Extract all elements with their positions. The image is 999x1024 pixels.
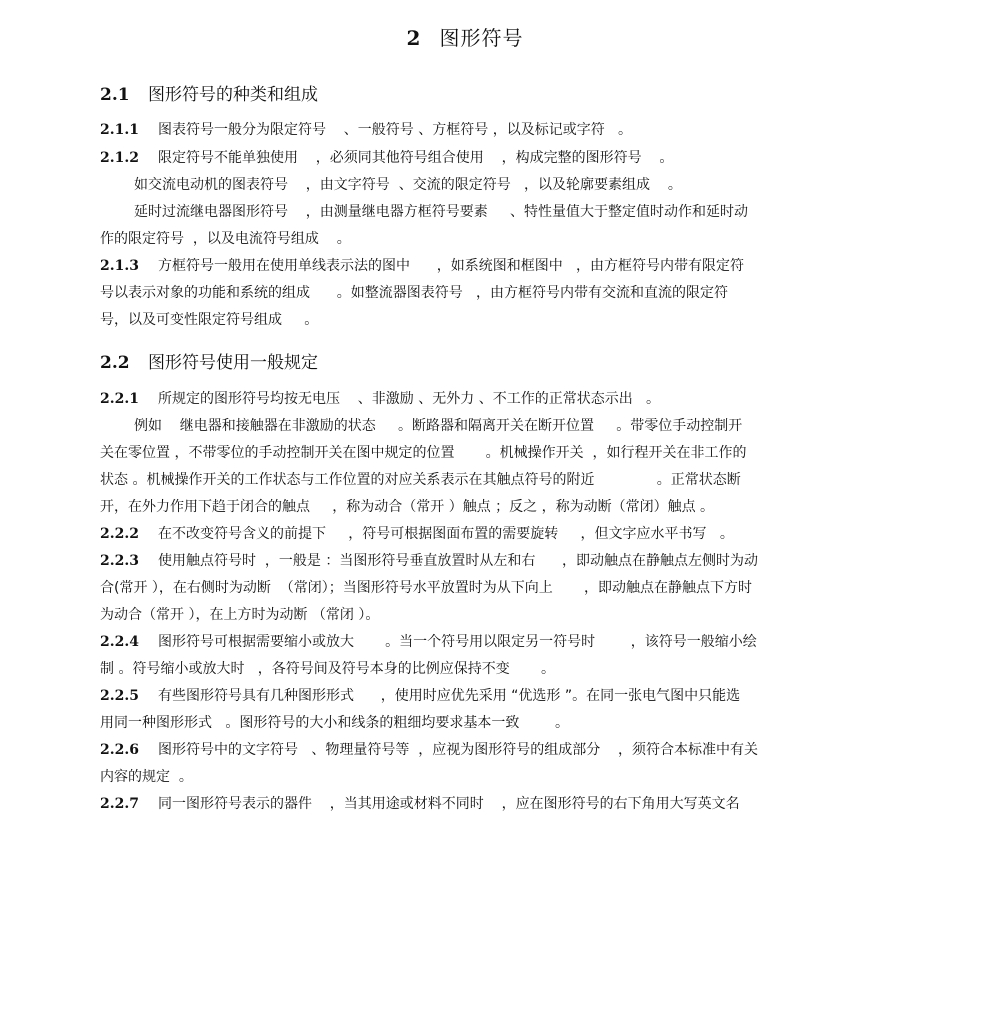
chapter-title: 图形符号 bbox=[439, 26, 524, 50]
text-line: 2.2.5 有些图形符号具有几种图形形式 ，使用时应优先采用 “优选形 ”。在同一张电气图中只能选 bbox=[100, 688, 741, 704]
text-line: 合(常开 ），在右侧时为动断 （常闭）；当图形符号水平放置时为从下向上 ，即动触点在静触点下方时 bbox=[100, 580, 752, 596]
chapter-number: 2 bbox=[406, 26, 422, 50]
text-line: 作的限定符号 ，以及电流符号组成 。 bbox=[100, 231, 351, 247]
text-line: 延时过流继电器图形符号 ，由测量继电器方框符号要素 、特性量值大于整定值时动作和延时动 bbox=[134, 204, 749, 220]
page-title bbox=[0, 22, 930, 51]
text-line: 内容的规定 。 bbox=[100, 769, 193, 785]
text-line: 如交流电动机的图表符号 ，由文字符号 、交流的限定符号 ，以及轮廓要素组成 。 bbox=[134, 177, 682, 193]
text-line: 2.2.3 使用触点符号时 ，一般是 ：当图形符号垂直放置时从左和右 ，即动触点在静触点左侧时为动 bbox=[100, 553, 759, 569]
text-line: 2.1.3 方框符号一般用在使用单线表示法的图中 ，如系统图和框图中 ，由方框符号内带有限定符 bbox=[100, 258, 745, 274]
text-line: 2.2.4 图形符号可根据需要缩小或放大 。当一个符号用以限定另一符号时 ，该符号一般缩小绘 bbox=[100, 634, 757, 650]
text-line: 制 。符号缩小或放大时 ，各符号间及符号本身的比例应保持不变 。 bbox=[100, 661, 555, 677]
text-line: 开，在外力作用下趋于闭合的触点 ，称为动合（常开 ）触点 ；反之 ，称为动断（常闭）触点 。 bbox=[100, 499, 715, 515]
section-heading-2-1: 2.1 图形符号的种类和组成 bbox=[100, 85, 318, 105]
text-line: 2.2.1 所规定的图形符号均按无电压 、非激励 、无外力 、不工作的正常状态示出 。 bbox=[100, 391, 661, 407]
text-line: 用同一种图形形式 。图形符号的大小和线条的粗细均要求基本一致 。 bbox=[100, 715, 569, 731]
text-line: 2.2.2 在不改变符号含义的前提下 ，符号可根据图面布置的需要旋转 ，但文字应水平书写 。 bbox=[100, 526, 734, 542]
text-line: 2.1.2 限定符号不能单独使用 ，必须同其他符号组合使用 ，构成完整的图形符号 。 bbox=[100, 150, 674, 166]
text-line: 号，以及可变性限定符号组成 。 bbox=[100, 312, 319, 328]
text-line: 2.2.6 图形符号中的文字符号 、物理量符号等 ，应视为图形符号的组成部分 ，须符合本标准中有关 bbox=[100, 742, 759, 758]
text-line: 2.2.7 同一图形符号表示的器件 ，当其用途或材料不同时 ，应在图形符号的右下角用大写英文名 bbox=[100, 796, 740, 812]
section-heading-2-2: 2.2 图形符号使用一般规定 bbox=[100, 353, 318, 373]
text-line: 关在零位置 ，不带零位的手动控制开关在图中规定的位置 。机械操作开关 ，如行程开关在非工作的 bbox=[100, 445, 747, 461]
text-line: 号以表示对象的功能和系统的组成 。如整流器图表符号 ，由方框符号内带有交流和直流的限定符 bbox=[100, 285, 729, 301]
text-line: 2.1.1 图表符号一般分为限定符号 、一般符号 、方框符号 ，以及标记或字符 。 bbox=[100, 122, 633, 138]
text-line: 为动合（常开 ），在上方时为动断 （常闭 ）。 bbox=[100, 607, 380, 623]
text-line: 状态 。机械操作开关的工作状态与工作位置的对应关系表示在其触点符号的附近 。正常状态断 bbox=[100, 472, 741, 488]
text-line: 例如 继电器和接触器在非激励的状态 。断路器和隔离开关在断开位置 。带零位手动控制开 bbox=[134, 418, 743, 434]
